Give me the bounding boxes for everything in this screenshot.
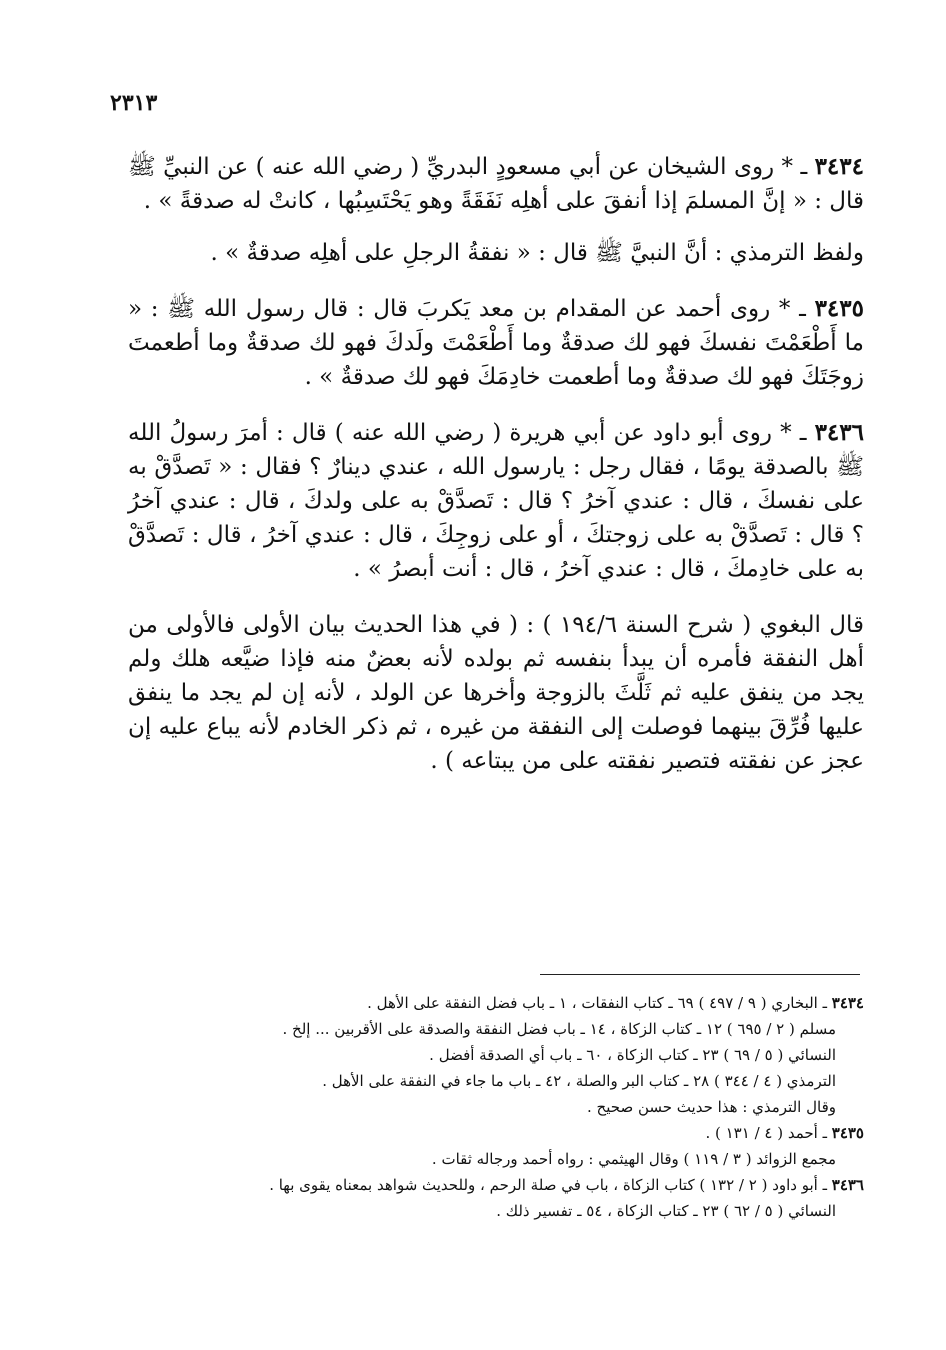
footnote-text: مجمع الزوائد ( ٣ / ١١٩ ) وقال الهيثمي : رواه أحمد ورجاله ثقات .: [431, 1150, 836, 1168]
footnote-line: [128, 1198, 864, 1224]
hadith-text: ـ * روى أحمد عن المقدام بن معد يَكربَ قال : قال رسول الله ﷺ : « ما أَطْعَمْتَ نفسكَ فهو لك صدقةٌ وما أَطْعَمْتَ ولَدكَ فهو لك صدقةٌ وما أطعمتَ زوجَتَكَ فهو لك صدقةٌ وما أطعمت خادِمَكَ فهو لك صدقةٌ » .: [128, 296, 864, 390]
footnote-text: وقال الترمذي : هذا حديث حسن صحيح .: [587, 1098, 836, 1116]
footnote-text: النسائي ( ٥ / ٦٩ ) ٢٣ ـ كتاب الزكاة ، ٦٠ ـ باب أي الصدقة أفضل .: [429, 1046, 836, 1064]
footnote-line: [128, 1042, 864, 1068]
hadith-3436: [128, 416, 864, 586]
footnote-separator: [540, 974, 860, 975]
hadith-text: ـ * روى الشيخان عن أبي مسعودٍ البدريِّ ( رضي الله عنه ) عن النبيِّ ﷺ قال : « إنَّ المسلمَ إذا أنفقَ على أهلِه نَفَقَةً وهو يَحْتَسِبُها ، كانتْ له صدقةً » .: [128, 154, 864, 214]
main-text: [128, 150, 864, 796]
footnote-text: الترمذي ( ٤ / ٣٤٤ ) ٢٨ ـ كتاب البر والصلة ، ٤٢ ـ باب ما جاء في النفقة على الأهل .: [322, 1072, 836, 1090]
footnote-line: [128, 1146, 864, 1172]
hadith-3434: [128, 150, 864, 218]
hadith-number: ٣٤٣٥: [814, 295, 864, 322]
footnote-text: ـ البخاري ( ٩ / ٤٩٧ ) ٦٩ ـ كتاب النفقات ، ١ ـ باب فضل النفقة على الأهل .: [367, 994, 832, 1012]
hadith-3434-tirmidhi: ولفظ الترمذي : أنَّ النبيَّ ﷺ قال : « نفقةُ الرجلِ على أهلِه صدقةٌ » .: [210, 240, 864, 266]
hadith-number: ٣٤٣٤: [814, 153, 864, 180]
footnote-line: [128, 990, 864, 1016]
footnote-line: [128, 1016, 864, 1042]
footnotes: [128, 990, 864, 1224]
footnote-line: [128, 1172, 864, 1198]
footnote-number: ٣٤٣٤: [831, 994, 864, 1012]
footnote-number: ٣٤٣٦: [831, 1176, 864, 1194]
footnote-text: مسلم ( ٢ / ٦٩٥ ) ١٢ ـ كتاب الزكاة ، ١٤ ـ باب فضل النفقة والصدقة على الأقربين ... إلخ .: [282, 1020, 836, 1038]
page-number: ٢٣١٣: [110, 90, 158, 116]
footnote-text: النسائي ( ٥ / ٦٢ ) ٢٣ ـ كتاب الزكاة ، ٥٤ ـ تفسير ذلك .: [496, 1202, 836, 1220]
footnote-line: [128, 1094, 864, 1120]
footnote-line: [128, 1068, 864, 1094]
baghawi-commentary: قال البغوي ( شرح السنة ١٩٤/٦ ) : ( في هذا الحديث بيان الأولى فالأولى من أهل النفقة فأمره أن يبدأ بنفسه ثم بولده لأنه بعضٌ منه فإذا ضيَّعه هلك ولم يجد من ينفق عليه ثم ثَلَّثَ بالزوجة وأخرها عن الولد ، لأنه إن لم يجد ما ينفق عليها فُرِّقَ بينهما فوصلت إلى النفقة من غيره ، ثم ذكر الخادم لأنه يباع عليه إن عجز عن نفقته فتصير نفقته على من يبتاعه ) .: [128, 612, 864, 774]
footnote-text: ـ أحمد ( ٤ / ١٣١ ) .: [705, 1124, 832, 1142]
hadith-3435: [128, 292, 864, 394]
hadith-text: ـ * روى أبو داود عن أبي هريرة ( رضي الله عنه ) قال : أمرَ رسولُ الله ﷺ بالصدقة يومًا ، فقال رجل : يارسول الله ، عندي دينارٌ ؟ فقال : « تَصدَّقْ به على نفسكَ ، قال : عندي آخرُ ؟ قال : تَصدَّقْ به على ولدكَ ، قال : عندي آخرُ ؟ قال : تَصدَّقْ به على زوجتكَ ، أو على زوجِكَ ، قال : عندي آخرُ ، قال : تَصدَّقْ به على خادِمكَ ، قال : عندي آخرُ ، قال : أنت أبصرُ » .: [128, 420, 864, 582]
footnote-number: ٣٤٣٥: [831, 1124, 864, 1142]
hadith-number: ٣٤٣٦: [814, 419, 864, 446]
footnote-line: [128, 1120, 864, 1146]
footnote-text: ـ أبو داود ( ٢ / ١٣٢ ) كتاب الزكاة ، باب في صلة الرحم ، وللحديث شواهد بمعناه يقوى بها .: [269, 1176, 832, 1194]
